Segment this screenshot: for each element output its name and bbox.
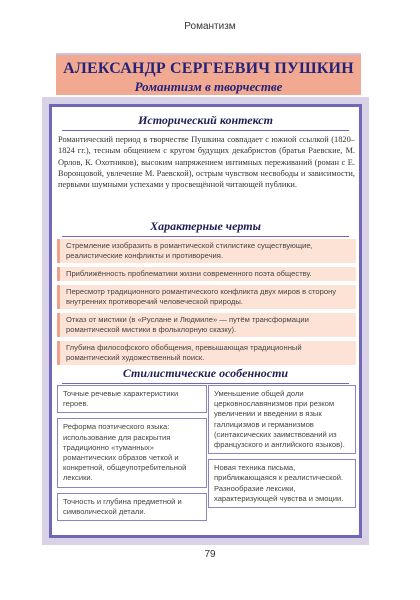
trait-item: Глубина философского обобщения, превышающая традиционный романтический художественный поиск. <box>57 341 356 365</box>
stylistic-heading: Стилистические особенности <box>52 366 359 381</box>
trait-item: Пересмотр традиционного романтического конфликта двух миров в сторону внутренних противоречий человеческой природы. <box>57 285 356 309</box>
stylistic-item: Точность и глубина предметной и символической детали. <box>57 493 207 521</box>
historical-heading: Исторический контекст <box>52 113 359 128</box>
trait-item: Приближённость проблематики жизни современного поэта обществу. <box>57 267 356 281</box>
stylistic-item: Точные речевые характеристики героев. <box>57 385 207 413</box>
stylistic-column-left <box>57 385 207 526</box>
stylistic-item: Уменьшение общей доли церковнославянизмов при резком увеличении и введении в язык галлицизмов и германизмов (синтаксических заимствований из французского и английского языков). <box>208 385 356 454</box>
trait-item: Стремление изобразить в романтической стилистике существующие, реалистические конфликты и противоречия. <box>57 239 356 263</box>
page-title: АЛЕКСАНДР СЕРГЕЕВИЧ ПУШКИН <box>63 60 354 77</box>
stylistic-column-right <box>208 385 356 513</box>
title-block <box>56 53 361 95</box>
page-number: 79 <box>204 549 216 560</box>
stylistic-item: Реформа поэтического языка: использование для раскрытия традиционно «туманных» романтических образов четкой и конкретной, общеупотребительной лексики. <box>57 418 207 487</box>
content-panel-inner <box>49 104 362 538</box>
traits-heading: Характерные черты <box>52 219 359 234</box>
content-panel <box>42 97 369 545</box>
stylistic-item: Новая техника письма, приближающаяся к реалистической. Разнообразие лексики, характеризующей чувства и эмоции. <box>208 459 356 508</box>
running-head: Романтизм <box>184 21 236 32</box>
traits-list <box>57 239 356 369</box>
historical-text: Романтический период в творчестве Пушкина совпадает с южной ссылкой (1820–1824 гг.), тесным общением с кругом будущих декабристов (братья Раевские, М. Орлов, К. Охотников), высоким напряжением интимных переживаний (роман с Е. Воронцовой, увлечение М. Раевской), острым чувством несвободы и зависимости, первыми шумными успехами у просвещённой читающей публики. <box>58 135 355 190</box>
page-subtitle: Романтизм в творчестве <box>134 79 283 94</box>
trait-item: Отказ от мистики (в «Руслане и Людмиле» — путём трансформации романтической мистики в фольклорную сказку). <box>57 313 356 337</box>
